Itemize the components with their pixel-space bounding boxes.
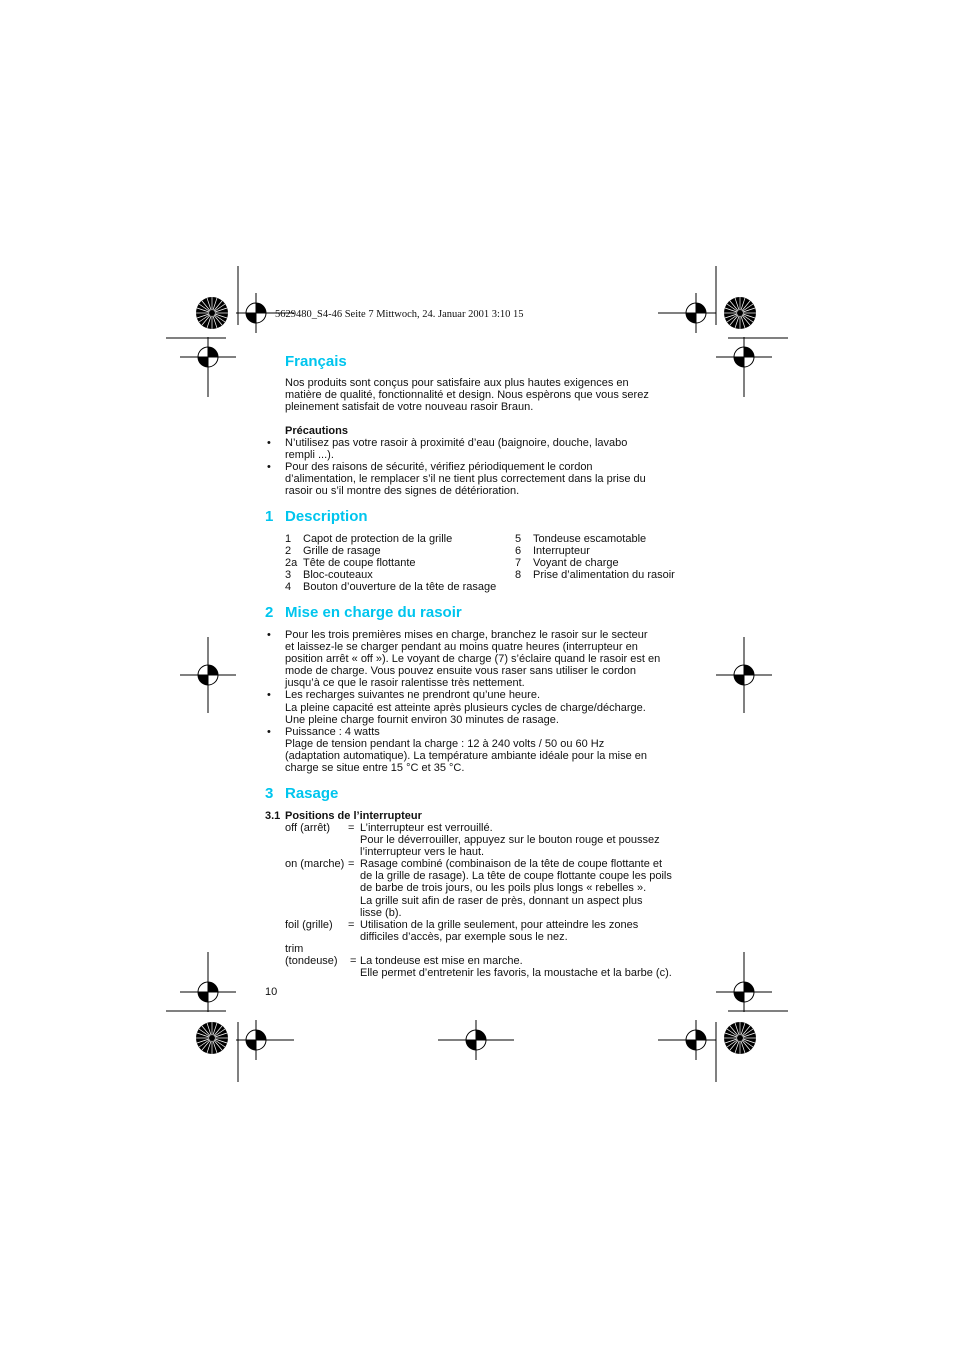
list-item: 2a Tête de coupe flottante <box>285 557 416 570</box>
star-target-icon <box>724 1022 756 1054</box>
position-description: l’interrupteur vers le haut. <box>360 846 485 859</box>
text-line: Une pleine charge fournit environ 30 minutes de rasage. <box>285 713 559 726</box>
section-heading-charging: 2 Mise en charge du rasoir <box>265 604 462 621</box>
star-target-icon <box>724 297 756 329</box>
star-target-icon <box>196 297 228 329</box>
equals-sign: = <box>348 858 355 871</box>
text-line: pleinement satisfait de votre nouveau rasoir Braun. <box>285 401 534 414</box>
position-label: (tondeuse) <box>285 955 338 968</box>
list-item: • N’utilisez pas votre rasoir à proximité d’eau (baignoire, douche, lavabo <box>267 437 628 449</box>
print-slug: 5629480_S4-46 Seite 7 Mittwoch, 24. Januar 2001 3:10 15 <box>275 309 524 320</box>
table-row <box>285 919 705 931</box>
table-row <box>285 858 705 870</box>
subsection-title: 3.1 Positions de l’interrupteur <box>265 810 422 822</box>
text-line: (adaptation automatique). La température ambiante idéale pour la mise en <box>285 749 648 762</box>
bullet-icon: • <box>267 689 271 702</box>
table-row <box>285 822 705 834</box>
text-line: Nos produits sont conçus pour satisfaire aux plus hautes exigences en <box>285 377 629 389</box>
text-line: rasoir ou s’il montre des signes de détérioration. <box>285 485 520 498</box>
section-heading-description: 1 Description <box>265 508 368 525</box>
precautions-title: Précautions <box>285 425 348 437</box>
equals-sign: = <box>350 955 357 968</box>
position-description: difficiles d’accès, par exemple sous le nez. <box>360 930 568 943</box>
description-list-left <box>285 533 496 593</box>
equals-sign: = <box>348 822 355 834</box>
list-item: 1 Capot de protection de la grille <box>285 533 453 545</box>
text-line: position arrêt « off »). Le voyant de charge (7) s’éclaire quand le rasoir est en <box>285 653 661 666</box>
position-description: de barbe de trois jours, ou les poils plus longs « rebelles ». <box>360 882 647 895</box>
text-line: rempli ...). <box>285 449 334 462</box>
list-item: 3 Bloc-couteaux <box>285 569 373 582</box>
bullet-icon: • <box>267 629 271 641</box>
list-item: • Pour des raisons de sécurité, vérifiez périodiquement le cordon <box>267 461 593 474</box>
text-line: et laissez-le se charger pendant au moins quatre heures (interrupteur en <box>285 641 638 654</box>
text-line: matière de qualité, fonctionnalité et design. Nous espèrons que vous serez <box>285 389 649 402</box>
list-item: • Les recharges suivantes ne prendront qu’une heure. <box>267 689 541 702</box>
table-row <box>285 943 705 955</box>
text-line: La pleine capacité est atteinte après plusieurs cycles de charge/décharge. <box>285 701 646 714</box>
text-line: charge se situe entre 15 °C et 35 °C. <box>285 762 465 775</box>
precautions-list <box>267 437 646 498</box>
list-item: • Puissance : 4 watts <box>267 725 380 738</box>
text-line: d’alimentation, le remplacer s’il ne tient plus correctement dans la prise du <box>285 473 646 486</box>
star-target-icon <box>196 1022 228 1054</box>
section-heading-shaving: 3 Rasage <box>265 785 339 802</box>
description-list-right <box>515 533 675 581</box>
list-item: 6 Interrupteur <box>515 545 590 558</box>
list-item: 2 Grille de rasage <box>285 545 381 558</box>
switch-positions-table <box>285 822 705 979</box>
text-line: jusqu’à ce que le rasoir ralentisse très nettement. <box>285 677 525 690</box>
position-description: Utilisation de la grille seulement, pour atteindre les zones <box>360 918 639 931</box>
list-item: • Pour les trois premières mises en charge, branchez le rasoir sur le secteur <box>267 629 648 641</box>
list-item: 7 Voyant de charge <box>515 557 619 570</box>
position-description: La tondeuse est mise en marche. <box>360 955 523 968</box>
position-description: Elle permet d’entretenir les favoris, la moustache et la barbe (c). <box>360 967 672 980</box>
equals-sign: = <box>348 918 355 931</box>
position-label: off (arrêt) <box>285 822 331 834</box>
position-label: foil (grille) <box>285 918 333 931</box>
bullet-icon: • <box>267 461 271 474</box>
position-description: La grille suit afin de raser de près, donnant un aspect plus <box>360 894 643 907</box>
bullet-icon: • <box>267 725 271 738</box>
page-number: 10 <box>265 986 278 998</box>
list-item: 5 Tondeuse escamotable <box>515 533 647 545</box>
position-description: Rasage combiné (combinaison de la tête de coupe flottante et <box>360 858 663 871</box>
bullet-icon: • <box>267 437 271 449</box>
list-item: 8 Prise d’alimentation du rasoir <box>515 569 675 582</box>
position-description: de la grille de rasage). La tête de coupe flottante coupe les poils <box>360 870 672 883</box>
text-line: mode de charge. Vous pouvez ensuite vous raser sans utiliser le cordon <box>285 665 636 678</box>
position-description: lisse (b). <box>360 906 402 919</box>
list-item: 4 Bouton d’ouverture de la tête de rasage <box>285 581 497 594</box>
intro-paragraph <box>285 377 649 413</box>
text-line: Plage de tension pendant la charge : 12 à 240 volts / 50 ou 60 Hz <box>285 737 605 750</box>
position-description: Pour le déverrouiller, appuyez sur le bouton rouge et poussez <box>360 834 660 847</box>
position-description: L’interrupteur est verrouillé. <box>360 822 493 834</box>
position-label: on (marche) <box>285 858 345 871</box>
charging-list <box>267 629 661 775</box>
language-heading: Français <box>285 353 347 370</box>
position-label: trim <box>285 942 304 955</box>
